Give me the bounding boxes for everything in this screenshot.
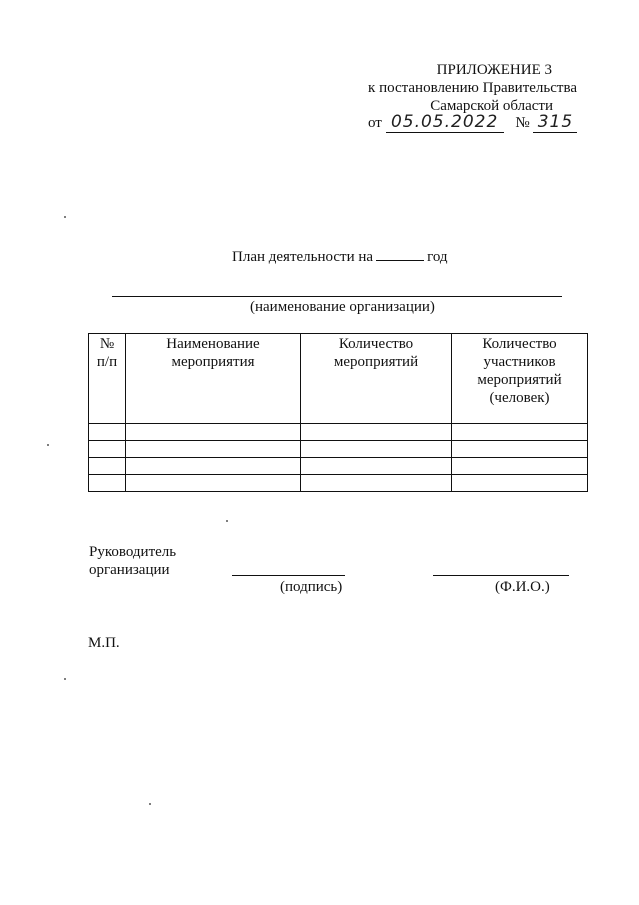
- scan-speck: [149, 803, 151, 805]
- full-name-line[interactable]: [433, 575, 569, 576]
- col-header-line: Количество: [338, 336, 414, 352]
- plan-title-text: План деятельности на: [232, 249, 374, 265]
- table-cell[interactable]: [452, 424, 588, 441]
- scan-speck: [226, 520, 228, 522]
- col-header-line: мероприятий: [477, 372, 562, 388]
- col-header-line: №: [99, 336, 115, 352]
- table-cell[interactable]: [452, 441, 588, 458]
- organization-caption: (наименование организации): [250, 299, 435, 315]
- table-cell[interactable]: [452, 458, 588, 475]
- table-cell[interactable]: [89, 424, 126, 441]
- col-header-line: мероприятий: [333, 354, 419, 370]
- col-header-event-count: [301, 334, 452, 424]
- decree-date: 05.05.2022: [386, 112, 504, 133]
- table-cell[interactable]: [126, 441, 301, 458]
- decree-reference: к постановлению Правительства: [368, 80, 577, 96]
- col-header-line: (человек): [489, 390, 550, 406]
- decree-number: 315: [533, 112, 577, 133]
- table-cell[interactable]: [89, 458, 126, 475]
- col-header-line: мероприятия: [171, 354, 255, 370]
- decree-date-number-row: [368, 112, 577, 133]
- col-header-participant-count: [452, 334, 588, 424]
- table-row: [89, 458, 588, 475]
- scan-speck: [47, 444, 49, 446]
- col-header-event-name: [126, 334, 301, 424]
- date-prefix: от: [368, 115, 382, 131]
- table-cell[interactable]: [301, 424, 452, 441]
- col-header-line: п/п: [96, 354, 118, 370]
- signature-caption: (подпись): [280, 579, 343, 595]
- table-row: [89, 424, 588, 441]
- col-header-line: участников: [483, 354, 556, 370]
- table-cell[interactable]: [452, 475, 588, 492]
- table-cell[interactable]: [301, 441, 452, 458]
- signatory-label-line: Руководитель: [89, 544, 177, 560]
- signatory-label: [89, 543, 176, 579]
- scan-speck: [64, 678, 66, 680]
- appendix-title: ПРИЛОЖЕНИЕ 3: [436, 62, 552, 78]
- table-cell[interactable]: [89, 475, 126, 492]
- table-cell[interactable]: [126, 458, 301, 475]
- col-header-line: Наименование: [166, 336, 260, 352]
- plan-title-year-word: год: [427, 249, 448, 265]
- plan-table: [88, 333, 588, 492]
- year-blank-field[interactable]: [376, 248, 424, 261]
- signature-line[interactable]: [232, 575, 345, 576]
- scan-speck: [64, 216, 66, 218]
- stamp-place-label: М.П.: [88, 635, 120, 651]
- region-name: Самарской области: [430, 98, 553, 114]
- col-header-line: Количество: [482, 336, 557, 352]
- table-cell[interactable]: [89, 441, 126, 458]
- col-header-number: [89, 334, 126, 424]
- plan-title: [232, 248, 448, 266]
- signatory-label-line: организации: [89, 562, 170, 578]
- organization-name-line[interactable]: [112, 296, 562, 297]
- table-cell[interactable]: [301, 458, 452, 475]
- table-cell[interactable]: [126, 424, 301, 441]
- table-header-row: [89, 334, 588, 424]
- full-name-caption: (Ф.И.О.): [495, 579, 550, 595]
- table-row: [89, 441, 588, 458]
- number-prefix: №: [515, 115, 530, 131]
- table-cell[interactable]: [126, 475, 301, 492]
- table-cell[interactable]: [301, 475, 452, 492]
- table-row: [89, 475, 588, 492]
